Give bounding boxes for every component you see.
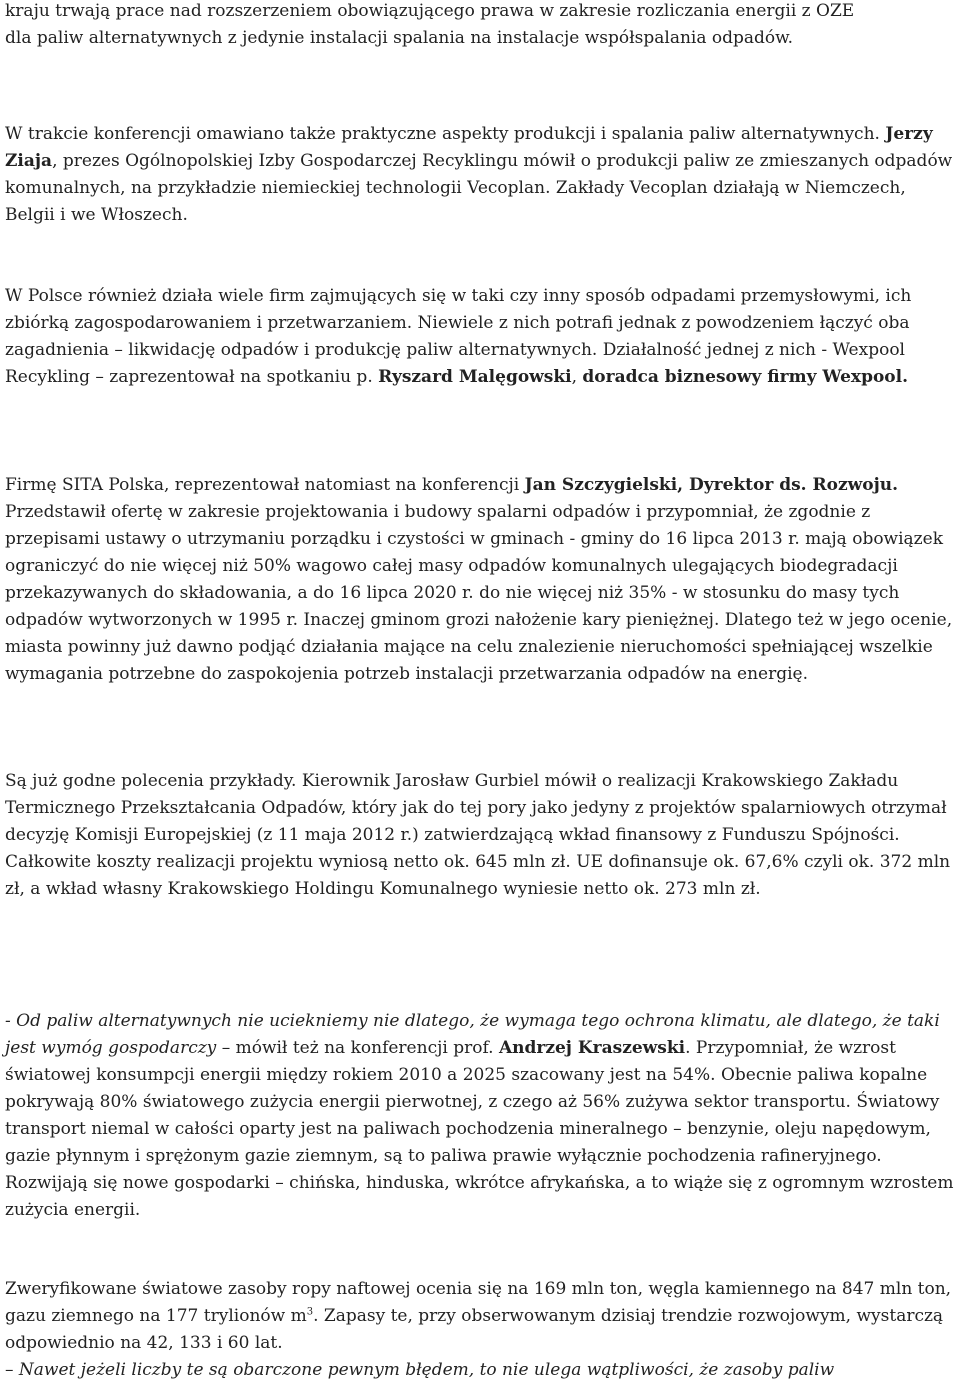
speaker-name-kraszewski: Andrzej Kraszewski	[498, 1038, 686, 1058]
wexpool-text-1: W Polsce również działa wiele firm zajmujących się w taki czy inny sposób odpadami przemysłowymi, ich zbiórką zagospodarowaniem i przetwarzaniem. Niewiele z nich potrafi jednak z powodzeniem łączyć oba zagadnienia – likwidację odpadów i produkcję paliw alternatywnych. Działalność jednej z nich - Wexpool Recykling – zaprezentował na spotkaniu p.	[5, 286, 912, 387]
oze-line-2: dla paliw alternatywnych z jedynie instalacji spalania na instalacje współspalania odpadów.	[5, 28, 794, 48]
paragraph-krakow	[5, 768, 957, 903]
speaker-name-malegowski: Ryszard Malęgowski	[378, 367, 572, 387]
reserves-quote: Nawet jeżeli liczby te są obarczone pewnym błędem, to nie ulega wątpliwości, że zasoby paliw	[18, 1360, 835, 1380]
paragraph-kraszewski	[5, 1008, 957, 1224]
sita-text-1: Firmę SITA Polska, reprezentował natomiast na konferencji	[5, 475, 520, 495]
vecoplan-text-2: , prezes Ogólnopolskiej Izby Gospodarczej Recyklingu mówił o produkcji paliw ze zmieszanych odpadów komunalnych, na przykładzie niemieckiej technologii Vecoplan. Zakłady Vecoplan działają w Niemczech, Belgii i we Włoszech.	[5, 151, 953, 225]
speaker-name-szczygielski: Jan Szczygielski, Dyrektor ds. Rozwoju.	[524, 475, 899, 495]
reserves-text-2: . Zapasy te, przy obserwowanym dzisiaj trendzie rozwojowym, wystarczą odpowiednio na 42, 133 i 60 lat.	[5, 1306, 944, 1353]
krakow-text: Są już godne polecenia przykłady. Kierownik Jarosław Gurbiel mówił o realizacji Krakowskiego Zakładu Termicznego Przekształcania Odpadów, który jak do tej pory jako jedyny z projektów spalarniowych otrzymał decyzję Komisji Europejskiej (z 11 maja 2012 r.) zatwierdzającą wkład finansowy z Funduszu Spójności. Całkowite koszty realizacji projektu wyniosą netto ok. 645 mln zł. UE dofinansuje ok. 67,6% czyli ok. 372 mln zł, a wkład własny Krakowskiego Holdingu Komunalnego wyniesie netto ok. 273 mln zł.	[5, 771, 951, 899]
wexpool-text-2: ,	[571, 367, 578, 387]
cubic-superscript: 3	[306, 1306, 314, 1318]
kraszewski-quote: - Od paliw alternatywnych nie uciekniemy nie dlatego, że wymaga tego ochrona klimatu, ale dlatego, że taki jest wymóg gospodarczy	[5, 1011, 940, 1058]
kraszewski-text-1: – mówił też na konferencji prof.	[221, 1038, 494, 1058]
vecoplan-text-1: W trakcie konferencji omawiano także praktyczne aspekty produkcji i spalania paliw alternatywnych.	[5, 124, 880, 144]
sita-text-2: Przedstawił ofertę w zakresie projektowania i budowy spalarni odpadów i przypomniał, że zgodnie z przepisami ustawy o utrzymaniu porządku i czystości w gminach - gminy do 16 lipca 2013 r. mają obowiązek ograniczyć do nie więcej niż 50% wagowo całej masy odpadów komunalnych ulegających biodegradacji przekazywanych do składowania, a do 16 lipca 2020 r. do nie więcej niż 35% - w stosunku do masy tych odpadów wytworzonych w 1995 r. Inaczej gminom grozi nałożenie kary pieniężnej. Dlatego też w jego ocenie, miasta powinny już dawno podjąć działania mające na celu znalezienie nieruchomości spełniającej wszelkie wymagania potrzebne do zaspokojenia potrzeb instalacji przetwarzania odpadów na energię.	[5, 502, 953, 684]
kraszewski-text-2: . Przypomniał, że wzrost światowej konsumpcji energii między rokiem 2010 a 2025 szacowany jest na 54%. Obecnie paliwa kopalne pokrywają 80% światowego zużycia energii pierwotnej, z czego aż 56% zużywa sektor transportu. Światowy transport niemal w całości oparty jest na paliwach pochodzenia mineralnego – benzynie, oleju napędowym, gazie płynnym i sprężonym gazie ziemnym, są to paliwa prawie wyłącznie pochodzenia rafineryjnego. Rozwijają się nowe gospodarki – chińska, hinduska, wkrótce afrykańska, a to wiąże się z ogromnym wzrostem zużycia energii.	[5, 1038, 954, 1220]
paragraph-oze	[5, 0, 957, 52]
paragraph-sita	[5, 472, 957, 688]
reserves-text-1: Zweryfikowane światowe zasoby ropy naftowej ocenia się na 169 mln ton, węgla kamiennego na 847 mln ton, gazu ziemnego na 177 trylionów m	[5, 1279, 952, 1326]
speaker-role-malegowski: doradca biznesowy firmy Wexpool.	[582, 367, 909, 387]
paragraph-reserves	[5, 1276, 957, 1384]
oze-line-1: kraju trwają prace nad rozszerzeniem obowiązującego prawa w zakresie rozliczania energii z OZE	[5, 1, 855, 21]
reserves-dash: –	[5, 1360, 14, 1380]
paragraph-vecoplan	[5, 121, 957, 229]
speaker-name-ziaja: Jerzy Ziaja	[5, 124, 933, 171]
paragraph-wexpool	[5, 283, 957, 391]
